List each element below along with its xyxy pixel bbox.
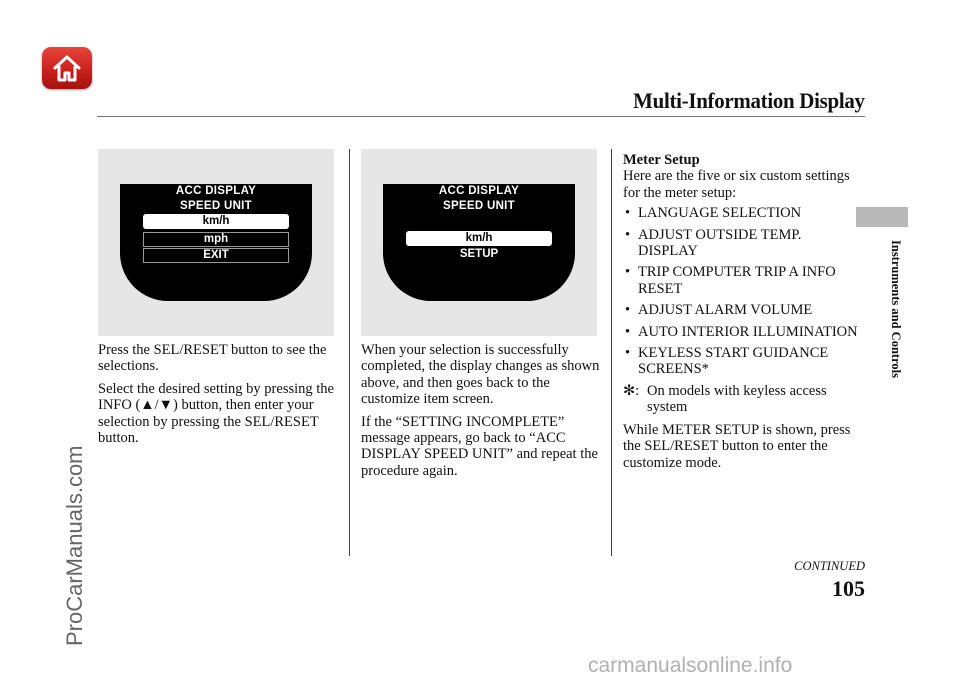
display-option: SETUP	[459, 248, 499, 260]
display-screen	[383, 184, 575, 301]
watermark-bottom: carmanualsonline.info	[588, 654, 793, 677]
display-line-1: ACC DISPLAY	[438, 185, 520, 197]
section-tab	[856, 207, 908, 227]
column-divider	[349, 149, 350, 556]
continued-label: CONTINUED	[794, 559, 865, 573]
display-option: mph	[143, 232, 289, 247]
display-line-1: ACC DISPLAY	[175, 185, 257, 197]
footnote-text: On models with keyless access system	[647, 382, 827, 416]
page-number: 105	[832, 576, 865, 601]
display-line-2: SPEED UNIT	[442, 200, 515, 212]
paragraph: If the “SETTING INCOMPLETE” message appears, go back to “ACC DISPLAY SPEED UNIT” and repeat the procedure again.	[361, 413, 598, 479]
list-item: • TRIP COMPUTER TRIP A INFO RESET	[623, 264, 859, 297]
list-item: • ADJUST ALARM VOLUME	[623, 302, 859, 318]
header-rule	[97, 116, 865, 117]
paragraph: Press the SEL/RESET button to see the selections.	[98, 342, 327, 375]
section-heading: Meter Setup	[623, 152, 700, 168]
column-2-text	[361, 342, 603, 485]
display-option: EXIT	[143, 248, 289, 263]
list-item: • AUTO INTERIOR ILLUMINATION	[623, 324, 859, 340]
list-item: • LANGUAGE SELECTION	[623, 205, 859, 221]
column-divider	[611, 149, 612, 556]
list-item: • KEYLESS START GUIDANCE SCREENS*	[623, 345, 859, 378]
column-3-text	[623, 152, 859, 471]
column-1-text	[98, 342, 338, 452]
display-illustration-1	[98, 149, 334, 336]
page-title: Multi-Information Display	[633, 88, 865, 113]
footnote	[623, 383, 859, 416]
home-button[interactable]	[42, 47, 92, 89]
paragraph: While METER SETUP is shown, press the SEL/RESET button to enter the customize mode.	[623, 421, 851, 471]
paragraph: Select the desired setting by pressing the INFO (▲/▼) button, then enter your selection by pressing the SEL/RESET button.	[98, 380, 334, 447]
section-label: Instruments and Controls	[889, 240, 903, 378]
display-screen	[120, 184, 312, 301]
display-option-selected: km/h	[143, 214, 289, 229]
display-option-selected: km/h	[406, 231, 552, 246]
home-icon	[52, 53, 82, 83]
footnote-mark: ✻:	[623, 382, 640, 399]
paragraph: Here are the five or six custom settings for the meter setup:	[623, 168, 850, 201]
watermark-left: ProCarManuals.com	[62, 445, 87, 646]
settings-list	[623, 205, 859, 378]
display-line-2: SPEED UNIT	[179, 200, 252, 212]
display-illustration-2	[361, 149, 597, 336]
list-item: • ADJUST OUTSIDE TEMP. DISPLAY	[623, 227, 859, 260]
paragraph: When your selection is successfully completed, the display changes as shown above, and then goes back to the customize item screen.	[361, 342, 600, 408]
